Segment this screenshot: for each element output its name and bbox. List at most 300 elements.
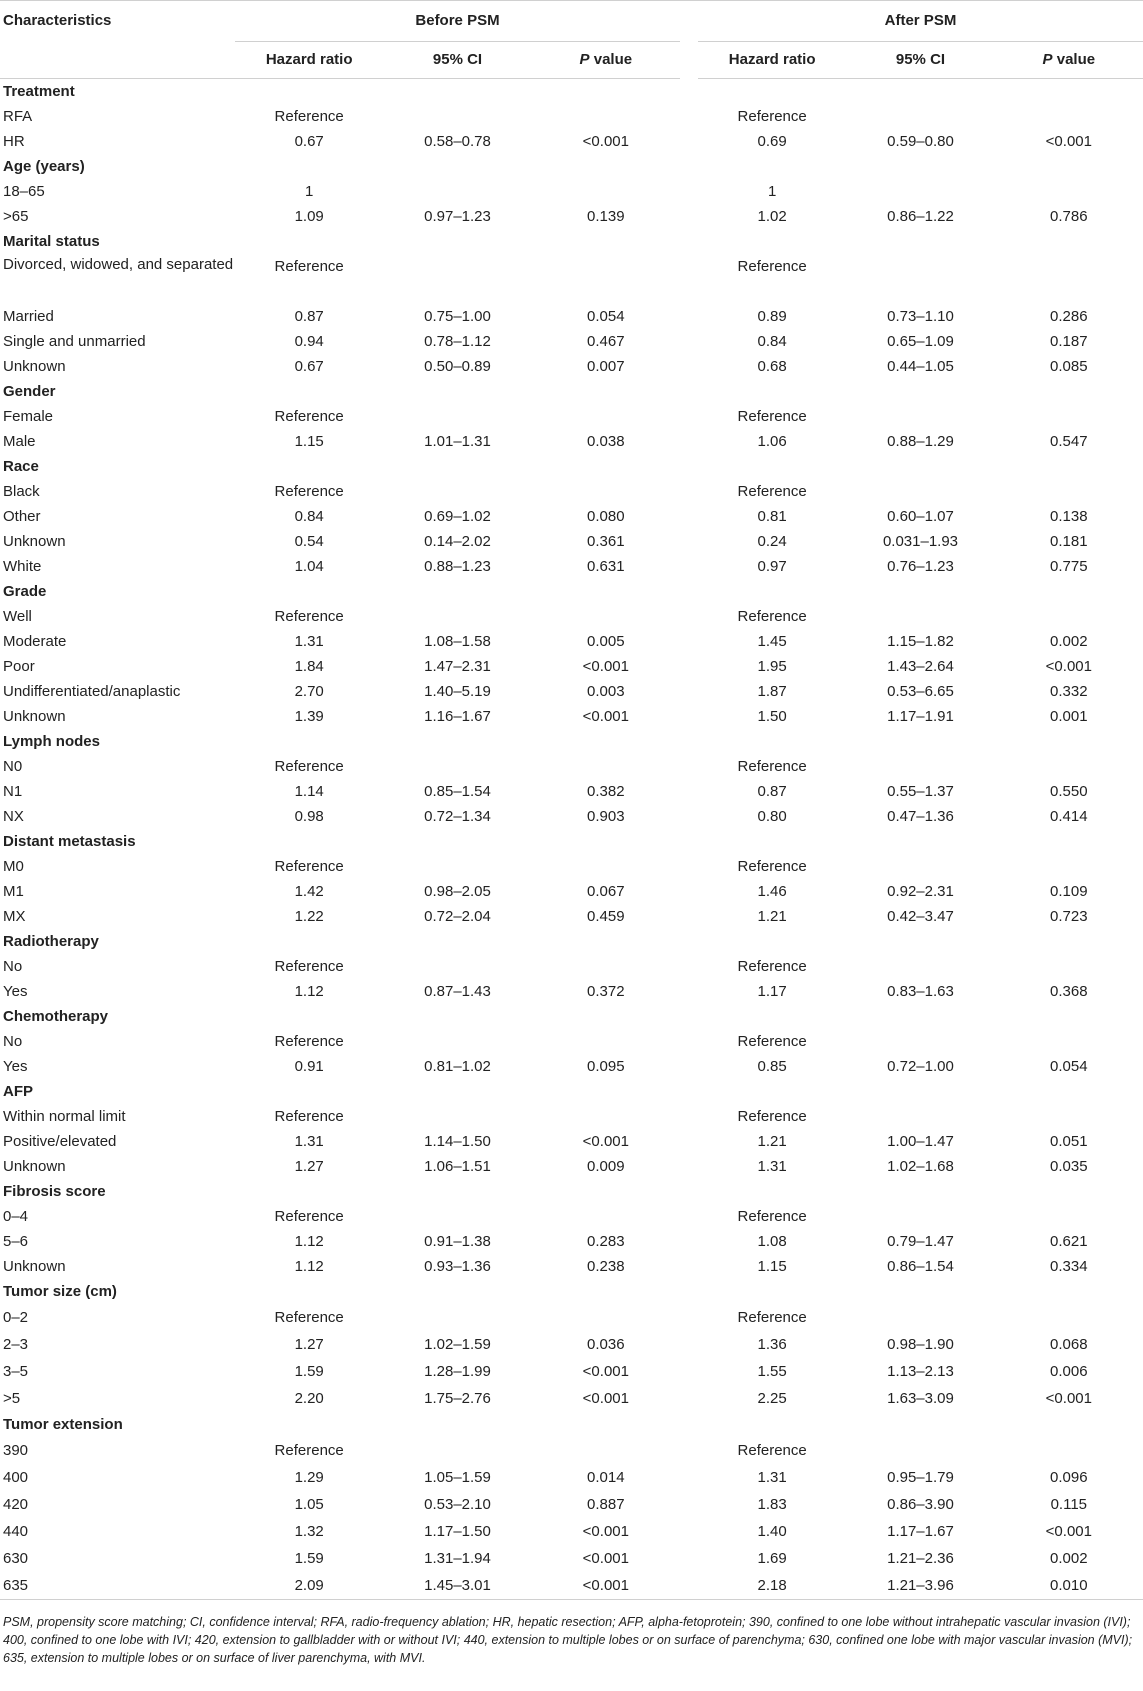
table-row	[0, 704, 1143, 729]
before-ci-cell: 1.47–2.31	[424, 657, 491, 675]
table-row	[0, 1229, 1143, 1254]
before-ci-cell	[383, 179, 531, 204]
before-hazard-ratio-cell: 1.22	[294, 907, 324, 925]
after-hazard-ratio-cell: Reference	[737, 1032, 807, 1050]
before-hazard-ratio-cell: 0.54	[294, 532, 324, 550]
after-hazard-ratio-cell: 0.68	[757, 357, 787, 375]
section-title: Lymph nodes	[3, 732, 100, 750]
section-header-row	[0, 729, 1143, 754]
before-ci-cell: 1.14–1.50	[424, 1132, 491, 1150]
before-hazard-ratio-cell: 1.39	[294, 707, 324, 725]
before-p-value-cell: 0.036	[587, 1335, 625, 1353]
after-hazard-ratio-cell: 0.81	[757, 507, 787, 525]
column-gap	[680, 129, 698, 154]
row-label: Black	[3, 482, 40, 500]
before-hazard-ratio-cell: 1.31	[294, 1132, 324, 1150]
before-p-value-cell: 0.631	[587, 557, 625, 575]
after-p-value-cell: 0.547	[1050, 432, 1088, 450]
after-ci-cell	[846, 104, 994, 129]
before-hazard-ratio-cell: 0.94	[294, 332, 324, 350]
before-ci-cell	[383, 954, 531, 979]
row-label: Undifferentiated/anaplastic	[3, 682, 181, 700]
table-row	[0, 354, 1143, 379]
after-ci-cell: 0.76–1.23	[887, 557, 954, 575]
row-label: Within normal limit	[3, 1107, 126, 1125]
before-ci-cell: 1.01–1.31	[424, 432, 491, 450]
after-p-value-cell: 0.054	[1050, 1057, 1088, 1075]
before-p-value-cell: 0.139	[587, 207, 625, 225]
header-before-hazard-ratio: Hazard ratio	[235, 42, 383, 79]
row-label: Unknown	[3, 1257, 66, 1275]
row-label: 630	[3, 1549, 29, 1567]
before-hazard-ratio-cell: 0.98	[294, 807, 324, 825]
after-ci-cell	[846, 179, 994, 204]
row-label: Yes	[3, 1057, 28, 1075]
table-footnote: PSM, propensity score matching; CI, confidence interval; RFA, radio-frequency ablation; HR, hepatic resection; AFP, alpha-fetoprotein; 390, confined to one lobe without intrahepatic vascular invasion (IVI); 400, confined to one lobe with IVI; 420, extension to gallbladder with or without IVI; 440, extension to multiple lobes or on surface of parenchyma; 630, confined one lobe with major vascular invasion (MVI); 635, extension to multiple lobes or on surface of liver parenchyma, with MVI.	[3, 1615, 1133, 1665]
before-hazard-ratio-cell: 2.09	[235, 1572, 383, 1600]
after-p-value-cell: 0.006	[1050, 1362, 1088, 1380]
before-ci-cell: 0.93–1.36	[424, 1257, 491, 1275]
after-ci-cell	[846, 254, 994, 304]
before-p-value-cell: 0.467	[587, 332, 625, 350]
after-hazard-ratio-cell: 1.46	[757, 882, 787, 900]
after-hazard-ratio-cell: Reference	[737, 1207, 807, 1225]
section-title: Chemotherapy	[3, 1007, 109, 1025]
section-title: Grade	[3, 582, 47, 600]
section-header-row	[0, 1004, 1143, 1029]
before-hazard-ratio-cell: 0.84	[294, 507, 324, 525]
after-ci-cell: 0.42–3.47	[887, 907, 954, 925]
row-label: RFA	[3, 107, 33, 125]
before-hazard-ratio-cell: Reference	[274, 757, 344, 775]
after-p-value-cell: 0.723	[1050, 907, 1088, 925]
after-ci-cell	[846, 1437, 994, 1464]
after-ci-cell: 1.21–3.96	[846, 1572, 994, 1600]
column-gap	[680, 1358, 698, 1385]
before-p-value-cell: 0.038	[587, 432, 625, 450]
table-body	[0, 79, 1143, 1600]
column-gap	[680, 704, 698, 729]
after-p-value-cell: 0.334	[1050, 1257, 1088, 1275]
before-ci-cell: 1.06–1.51	[424, 1157, 491, 1175]
after-ci-cell: 0.79–1.47	[887, 1232, 954, 1250]
column-gap	[680, 1491, 698, 1518]
after-ci-cell: 1.43–2.64	[887, 657, 954, 675]
row-label: M0	[3, 857, 24, 875]
table-row	[0, 1054, 1143, 1079]
after-hazard-ratio-cell: 2.25	[757, 1389, 787, 1407]
section-header-row	[0, 379, 1143, 404]
row-label: 2–3	[3, 1335, 29, 1353]
section-title: Radiotherapy	[3, 932, 99, 950]
after-p-value-cell	[995, 179, 1143, 204]
after-ci-cell: 0.59–0.80	[887, 132, 954, 150]
before-p-value-cell: <0.001	[582, 657, 629, 675]
row-label: Well	[3, 607, 32, 625]
column-gap	[680, 1545, 698, 1572]
after-hazard-ratio-cell: Reference	[737, 258, 807, 275]
after-ci-cell	[846, 1104, 994, 1129]
after-hazard-ratio-cell: 0.89	[757, 307, 787, 325]
before-hazard-ratio-cell: 1.42	[294, 882, 324, 900]
after-ci-cell: 0.73–1.10	[887, 307, 954, 325]
after-hazard-ratio-cell: 1.45	[757, 632, 787, 650]
before-hazard-ratio-cell: Reference	[274, 258, 344, 275]
after-p-value-cell: 0.096	[1050, 1468, 1088, 1486]
before-p-value-cell: <0.001	[582, 132, 629, 150]
column-gap	[680, 479, 698, 504]
table-row	[0, 1129, 1143, 1154]
after-hazard-ratio-cell: 1.50	[757, 707, 787, 725]
row-label: 18–65	[3, 182, 45, 200]
before-p-value-cell: 0.007	[587, 357, 625, 375]
section-title: Race	[3, 457, 39, 475]
after-hazard-ratio-cell: 1.21	[757, 1132, 787, 1150]
before-p-value-cell: 0.372	[587, 982, 625, 1000]
before-hazard-ratio-cell: 1.12	[294, 1232, 324, 1250]
after-ci-cell: 0.44–1.05	[887, 357, 954, 375]
section-header-row	[0, 829, 1143, 854]
section-title: Distant metastasis	[3, 832, 136, 850]
row-label: N1	[3, 782, 23, 800]
after-ci-cell: 0.55–1.37	[887, 782, 954, 800]
column-gap	[680, 629, 698, 654]
before-ci-cell: 0.50–0.89	[424, 357, 491, 375]
before-ci-cell	[383, 479, 531, 504]
column-gap	[680, 1254, 698, 1279]
before-hazard-ratio-cell: 0.87	[294, 307, 324, 325]
after-ci-cell: 1.00–1.47	[887, 1132, 954, 1150]
table-row	[0, 1254, 1143, 1279]
after-ci-cell: 0.53–6.65	[887, 682, 954, 700]
row-label: MX	[3, 907, 26, 925]
row-label: No	[3, 957, 23, 975]
before-ci-cell	[383, 1204, 531, 1229]
table-row	[0, 629, 1143, 654]
column-gap	[680, 1129, 698, 1154]
before-ci-cell: 0.75–1.00	[424, 307, 491, 325]
row-label: Married	[3, 307, 54, 325]
row-label: Yes	[3, 982, 28, 1000]
before-hazard-ratio-cell: 1.31	[294, 632, 324, 650]
after-p-value-cell: 0.138	[1050, 507, 1088, 525]
column-gap	[680, 679, 698, 704]
table-row	[0, 954, 1143, 979]
before-p-value-cell: 0.067	[587, 882, 625, 900]
after-hazard-ratio-cell: 1.55	[757, 1362, 787, 1380]
after-ci-cell	[846, 404, 994, 429]
after-hazard-ratio-cell: 1.83	[757, 1495, 787, 1513]
after-ci-cell: 0.98–1.90	[887, 1335, 954, 1353]
after-ci-cell: 0.47–1.36	[887, 807, 954, 825]
column-gap	[680, 1029, 698, 1054]
after-ci-cell: 0.83–1.63	[887, 982, 954, 1000]
p-italic: P	[579, 51, 590, 68]
before-ci-cell	[383, 104, 531, 129]
column-gap	[680, 1104, 698, 1129]
header-after-hazard-ratio: Hazard ratio	[698, 42, 846, 79]
column-gap	[680, 304, 698, 329]
table-row	[0, 504, 1143, 529]
after-ci-cell: 1.17–1.91	[887, 707, 954, 725]
column-gap	[680, 1518, 698, 1545]
after-hazard-ratio-cell: 1.95	[757, 657, 787, 675]
row-label: N0	[3, 757, 23, 775]
after-hazard-ratio-cell: Reference	[737, 957, 807, 975]
table-row	[0, 1385, 1143, 1412]
after-p-value-cell	[995, 604, 1143, 629]
before-ci-cell: 0.87–1.43	[424, 982, 491, 1000]
before-ci-cell	[383, 1437, 531, 1464]
row-label: No	[3, 1032, 23, 1050]
before-hazard-ratio-cell: 1.09	[294, 207, 324, 225]
before-ci-cell: 1.40–5.19	[424, 682, 491, 700]
after-p-value-cell: 0.051	[1050, 1132, 1088, 1150]
row-label: NX	[3, 807, 24, 825]
before-hazard-ratio-cell: 1.27	[294, 1335, 324, 1353]
row-label: Poor	[3, 657, 35, 675]
before-hazard-ratio-cell: 0.67	[294, 357, 324, 375]
column-gap	[680, 954, 698, 979]
before-p-value-cell	[532, 404, 680, 429]
before-p-value-cell: <0.001	[582, 1132, 629, 1150]
before-p-value-cell: 0.009	[587, 1157, 625, 1175]
after-hazard-ratio-cell: Reference	[737, 482, 807, 500]
column-gap	[680, 254, 698, 304]
after-hazard-ratio-cell: Reference	[737, 757, 807, 775]
after-p-value-cell: 0.002	[1050, 632, 1088, 650]
table-row	[0, 804, 1143, 829]
row-label: Unknown	[3, 357, 66, 375]
section-title: AFP	[3, 1082, 33, 1100]
after-ci-cell	[846, 854, 994, 879]
section-header-row	[0, 1412, 1143, 1437]
before-ci-cell: 0.78–1.12	[424, 332, 491, 350]
before-p-value-cell: <0.001	[582, 1362, 629, 1380]
section-header-row	[0, 154, 1143, 179]
before-hazard-ratio-cell: 1.14	[294, 782, 324, 800]
after-p-value-cell	[995, 479, 1143, 504]
after-p-value-cell: 0.775	[1050, 557, 1088, 575]
after-p-value-cell	[995, 1437, 1143, 1464]
after-ci-cell: 0.86–3.90	[887, 1495, 954, 1513]
before-ci-cell	[383, 404, 531, 429]
row-label: Unknown	[3, 1157, 66, 1175]
after-hazard-ratio-cell: 1.06	[757, 432, 787, 450]
row-label: Positive/elevated	[3, 1132, 117, 1150]
table-row	[0, 1518, 1143, 1545]
after-p-value-cell	[995, 1029, 1143, 1054]
section-header-row	[0, 1179, 1143, 1204]
row-label: Divorced, widowed, and separated	[3, 256, 234, 273]
column-gap	[680, 404, 698, 429]
before-p-value-cell	[532, 104, 680, 129]
table-row	[0, 604, 1143, 629]
after-ci-cell: 0.60–1.07	[887, 507, 954, 525]
table-row	[0, 754, 1143, 779]
column-gap	[680, 1054, 698, 1079]
after-p-value-cell: 0.010	[995, 1572, 1143, 1600]
table-row	[0, 129, 1143, 154]
after-ci-cell: 1.13–2.13	[887, 1362, 954, 1380]
column-gap	[680, 504, 698, 529]
table-row	[0, 1464, 1143, 1491]
after-hazard-ratio-cell: Reference	[737, 107, 807, 125]
after-ci-cell	[846, 604, 994, 629]
column-gap	[680, 1154, 698, 1179]
row-label: 0–4	[3, 1207, 29, 1225]
section-header-row	[0, 454, 1143, 479]
header-before-p-value	[532, 42, 680, 79]
after-ci-cell: 0.72–1.00	[887, 1057, 954, 1075]
after-hazard-ratio-cell: 1.31	[757, 1157, 787, 1175]
after-ci-cell	[846, 1204, 994, 1229]
table-row	[0, 1572, 1143, 1600]
before-p-value-cell: 0.903	[587, 807, 625, 825]
column-gap	[680, 1331, 698, 1358]
before-hazard-ratio-cell: 2.70	[294, 682, 324, 700]
before-ci-cell: 0.81–1.02	[424, 1057, 491, 1075]
table-row	[0, 554, 1143, 579]
table-row	[0, 1491, 1143, 1518]
before-p-value-cell	[532, 604, 680, 629]
after-p-value-cell	[995, 1204, 1143, 1229]
before-p-value-cell: 0.095	[587, 1057, 625, 1075]
row-label: 400	[3, 1468, 29, 1486]
after-p-value-cell: 0.181	[1050, 532, 1088, 550]
before-hazard-ratio-cell: 1.04	[294, 557, 324, 575]
column-gap	[680, 429, 698, 454]
before-ci-cell	[383, 254, 531, 304]
before-p-value-cell	[532, 954, 680, 979]
before-p-value-cell: 0.283	[587, 1232, 625, 1250]
header-after-ci: 95% CI	[846, 42, 994, 79]
after-p-value-cell: 0.414	[1050, 807, 1088, 825]
section-title: Age (years)	[3, 157, 85, 175]
before-ci-cell: 1.28–1.99	[424, 1362, 491, 1380]
p-value-text: value	[589, 51, 633, 68]
before-ci-cell: 0.91–1.38	[424, 1232, 491, 1250]
p-value-text: value	[1052, 51, 1096, 68]
after-ci-cell: 0.86–1.54	[887, 1257, 954, 1275]
before-hazard-ratio-cell: 1.84	[294, 657, 324, 675]
table-row	[0, 329, 1143, 354]
row-label: Single and unmarried	[3, 332, 146, 350]
column-gap	[680, 854, 698, 879]
column-gap	[680, 979, 698, 1004]
column-gap	[680, 554, 698, 579]
after-ci-cell: 0.031–1.93	[882, 532, 959, 550]
before-ci-cell: 1.31–1.94	[424, 1549, 491, 1567]
before-p-value-cell: <0.001	[582, 707, 629, 725]
after-p-value-cell: 0.115	[1050, 1495, 1088, 1513]
before-ci-cell: 0.88–1.23	[424, 557, 491, 575]
column-gap	[680, 804, 698, 829]
before-hazard-ratio-cell: 1.27	[294, 1157, 324, 1175]
after-ci-cell	[846, 479, 994, 504]
column-gap	[680, 879, 698, 904]
after-p-value-cell: 0.368	[1050, 982, 1088, 1000]
after-ci-cell: 0.88–1.29	[887, 432, 954, 450]
column-gap	[680, 1304, 698, 1331]
before-ci-cell: 0.72–1.34	[424, 807, 491, 825]
after-ci-cell	[846, 954, 994, 979]
after-p-value-cell	[995, 854, 1143, 879]
before-p-value-cell: <0.001	[532, 1572, 680, 1600]
section-title: Treatment	[3, 82, 75, 100]
row-label: 3–5	[3, 1362, 29, 1380]
before-hazard-ratio-cell: Reference	[274, 857, 344, 875]
column-gap	[680, 1572, 698, 1600]
table-row	[0, 879, 1143, 904]
row-label: Unknown	[3, 707, 66, 725]
table-row	[0, 104, 1143, 129]
before-p-value-cell: 0.080	[587, 507, 625, 525]
before-p-value-cell	[532, 479, 680, 504]
after-p-value-cell: 0.085	[1050, 357, 1088, 375]
after-ci-cell: 1.15–1.82	[887, 632, 954, 650]
table-row	[0, 429, 1143, 454]
column-gap	[680, 654, 698, 679]
section-header-row	[0, 929, 1143, 954]
after-hazard-ratio-cell: 1.36	[757, 1335, 787, 1353]
after-hazard-ratio-cell: 1.21	[757, 907, 787, 925]
before-hazard-ratio-cell: 1	[304, 182, 314, 200]
after-ci-cell: 1.21–2.36	[887, 1549, 954, 1567]
after-hazard-ratio-cell: 1.17	[757, 982, 787, 1000]
before-hazard-ratio-cell: 0.91	[294, 1057, 324, 1075]
column-gap	[680, 104, 698, 129]
before-ci-cell: 0.85–1.54	[424, 782, 491, 800]
after-hazard-ratio-cell: 0.80	[757, 807, 787, 825]
table-row	[0, 1331, 1143, 1358]
table-row	[0, 179, 1143, 204]
section-title: Gender	[3, 382, 56, 400]
row-label: 635	[0, 1572, 235, 1600]
after-hazard-ratio-cell: Reference	[737, 407, 807, 425]
after-p-value-cell: 0.002	[1050, 1549, 1088, 1567]
before-ci-cell: 1.16–1.67	[424, 707, 491, 725]
table-row	[0, 1358, 1143, 1385]
header-after-p-value	[995, 42, 1143, 79]
row-label: 5–6	[3, 1232, 29, 1250]
before-ci-cell: 0.72–2.04	[424, 907, 491, 925]
before-ci-cell: 1.75–2.76	[424, 1389, 491, 1407]
after-hazard-ratio-cell: 0.85	[757, 1057, 787, 1075]
after-hazard-ratio-cell: 0.24	[757, 532, 787, 550]
after-ci-cell: 0.95–1.79	[887, 1468, 954, 1486]
after-hazard-ratio-cell: Reference	[737, 1308, 807, 1326]
before-hazard-ratio-cell: Reference	[274, 407, 344, 425]
after-p-value-cell: 0.035	[1050, 1157, 1088, 1175]
before-hazard-ratio-cell: Reference	[274, 482, 344, 500]
after-p-value-cell	[995, 754, 1143, 779]
after-p-value-cell: <0.001	[1045, 132, 1092, 150]
row-label: Moderate	[3, 632, 67, 650]
table-row	[0, 679, 1143, 704]
row-label: >5	[3, 1389, 21, 1407]
after-hazard-ratio-cell: 0.84	[757, 332, 787, 350]
before-p-value-cell: <0.001	[582, 1522, 629, 1540]
table-row	[0, 1204, 1143, 1229]
column-gap	[680, 1437, 698, 1464]
before-hazard-ratio-cell: Reference	[274, 1207, 344, 1225]
header-before-ci: 95% CI	[383, 42, 531, 79]
row-label: Other	[3, 507, 41, 525]
before-p-value-cell	[532, 1204, 680, 1229]
after-hazard-ratio-cell: 1.40	[757, 1522, 787, 1540]
before-p-value-cell: 0.459	[587, 907, 625, 925]
